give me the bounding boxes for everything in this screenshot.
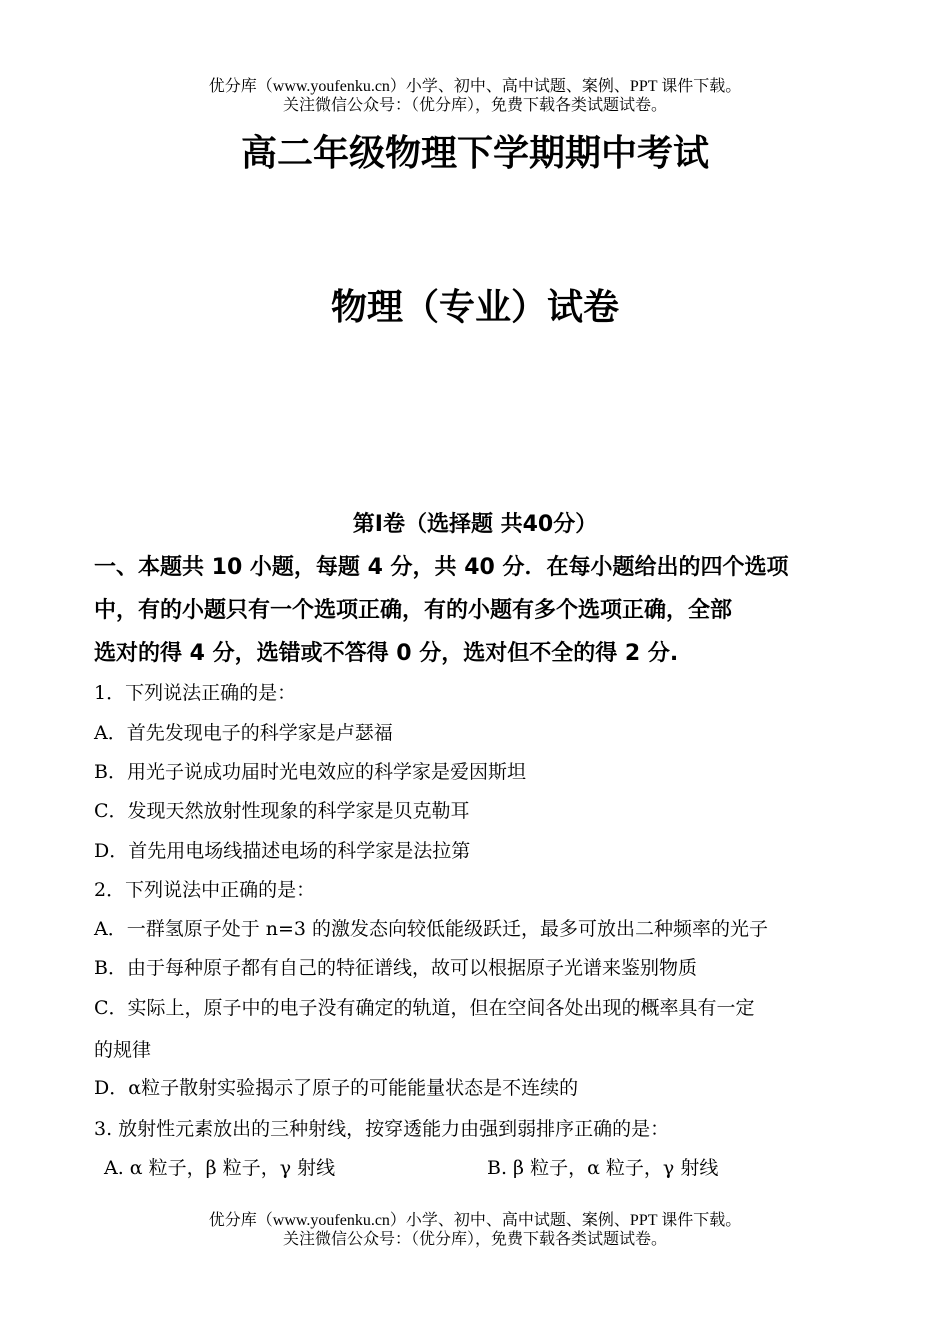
question-3-stem: 3. 放射性元素放出的三种射线，按穿透能力由强到弱排序正确的是： [94,1118,670,1140]
footer-line-2: 关注微信公众号：（优分库），免费下载各类试题试卷。 [282,1231,667,1248]
question-1-option-c: C．发现天然放射性现象的科学家是贝克勒耳 [94,800,470,822]
instruction-line-2: 中，有的小题只有一个选项正确，有的小题有多个选项正确，全部 [94,598,733,623]
section-title: 第Ⅰ卷（选择题 共40分） [352,512,598,537]
header-line-2: 关注微信公众号：（优分库），免费下载各类试题试卷。 [282,97,667,114]
question-3-option-a: A. α 粒子，β 粒子，γ 射线 [104,1157,336,1179]
footer-line-1: 优分库（www.youfenku.cn）小学、初中、高中试题、案例、PPT 课件下载。 [208,1212,742,1229]
question-1-option-d: D．首先用电场线描述电场的科学家是法拉第 [94,840,471,862]
instruction-line-1: 一、本题共 10 小题，每题 4 分，共 40 分．在每小题给出的四个选项 [94,555,789,580]
question-2-option-a: A．一群氢原子处于 n=3 的激发态向较低能级跃迁，最多可放出二种频率的光子 [94,918,769,940]
question-3-option-b: B. β 粒子，α 粒子，γ 射线 [487,1157,719,1179]
question-2-option-b: B．由于每种原子都有自己的特征谱线，故可以根据原子光谱来鉴别物质 [94,957,697,979]
question-2-option-d: D．α粒子散射实验揭示了原子的可能能量状态是不连续的 [94,1077,579,1099]
exam-title: 高二年级物理下学期期中考试 [240,133,709,174]
question-1-stem: 1．下列说法正确的是： [94,682,297,704]
question-2-option-c: C．实际上，原子中的电子没有确定的轨道，但在空间各处出现的概率具有一定 [94,997,755,1019]
question-2-option-c-continued: 的规律 [94,1039,152,1061]
exam-subtitle: 物理（专业）试卷 [330,287,619,328]
question-1-option-a: A．首先发现电子的科学家是卢瑟福 [94,722,393,744]
question-1-option-b: B．用光子说成功届时光电效应的科学家是爱因斯坦 [94,761,526,783]
header-line-1: 优分库（www.youfenku.cn）小学、初中、高中试题、案例、PPT 课件下载。 [208,78,742,95]
instruction-line-3: 选对的得 4 分，选错或不答得 0 分，选对但不全的得 2 分. [94,641,679,666]
question-2-stem: 2．下列说法中正确的是： [94,879,316,901]
